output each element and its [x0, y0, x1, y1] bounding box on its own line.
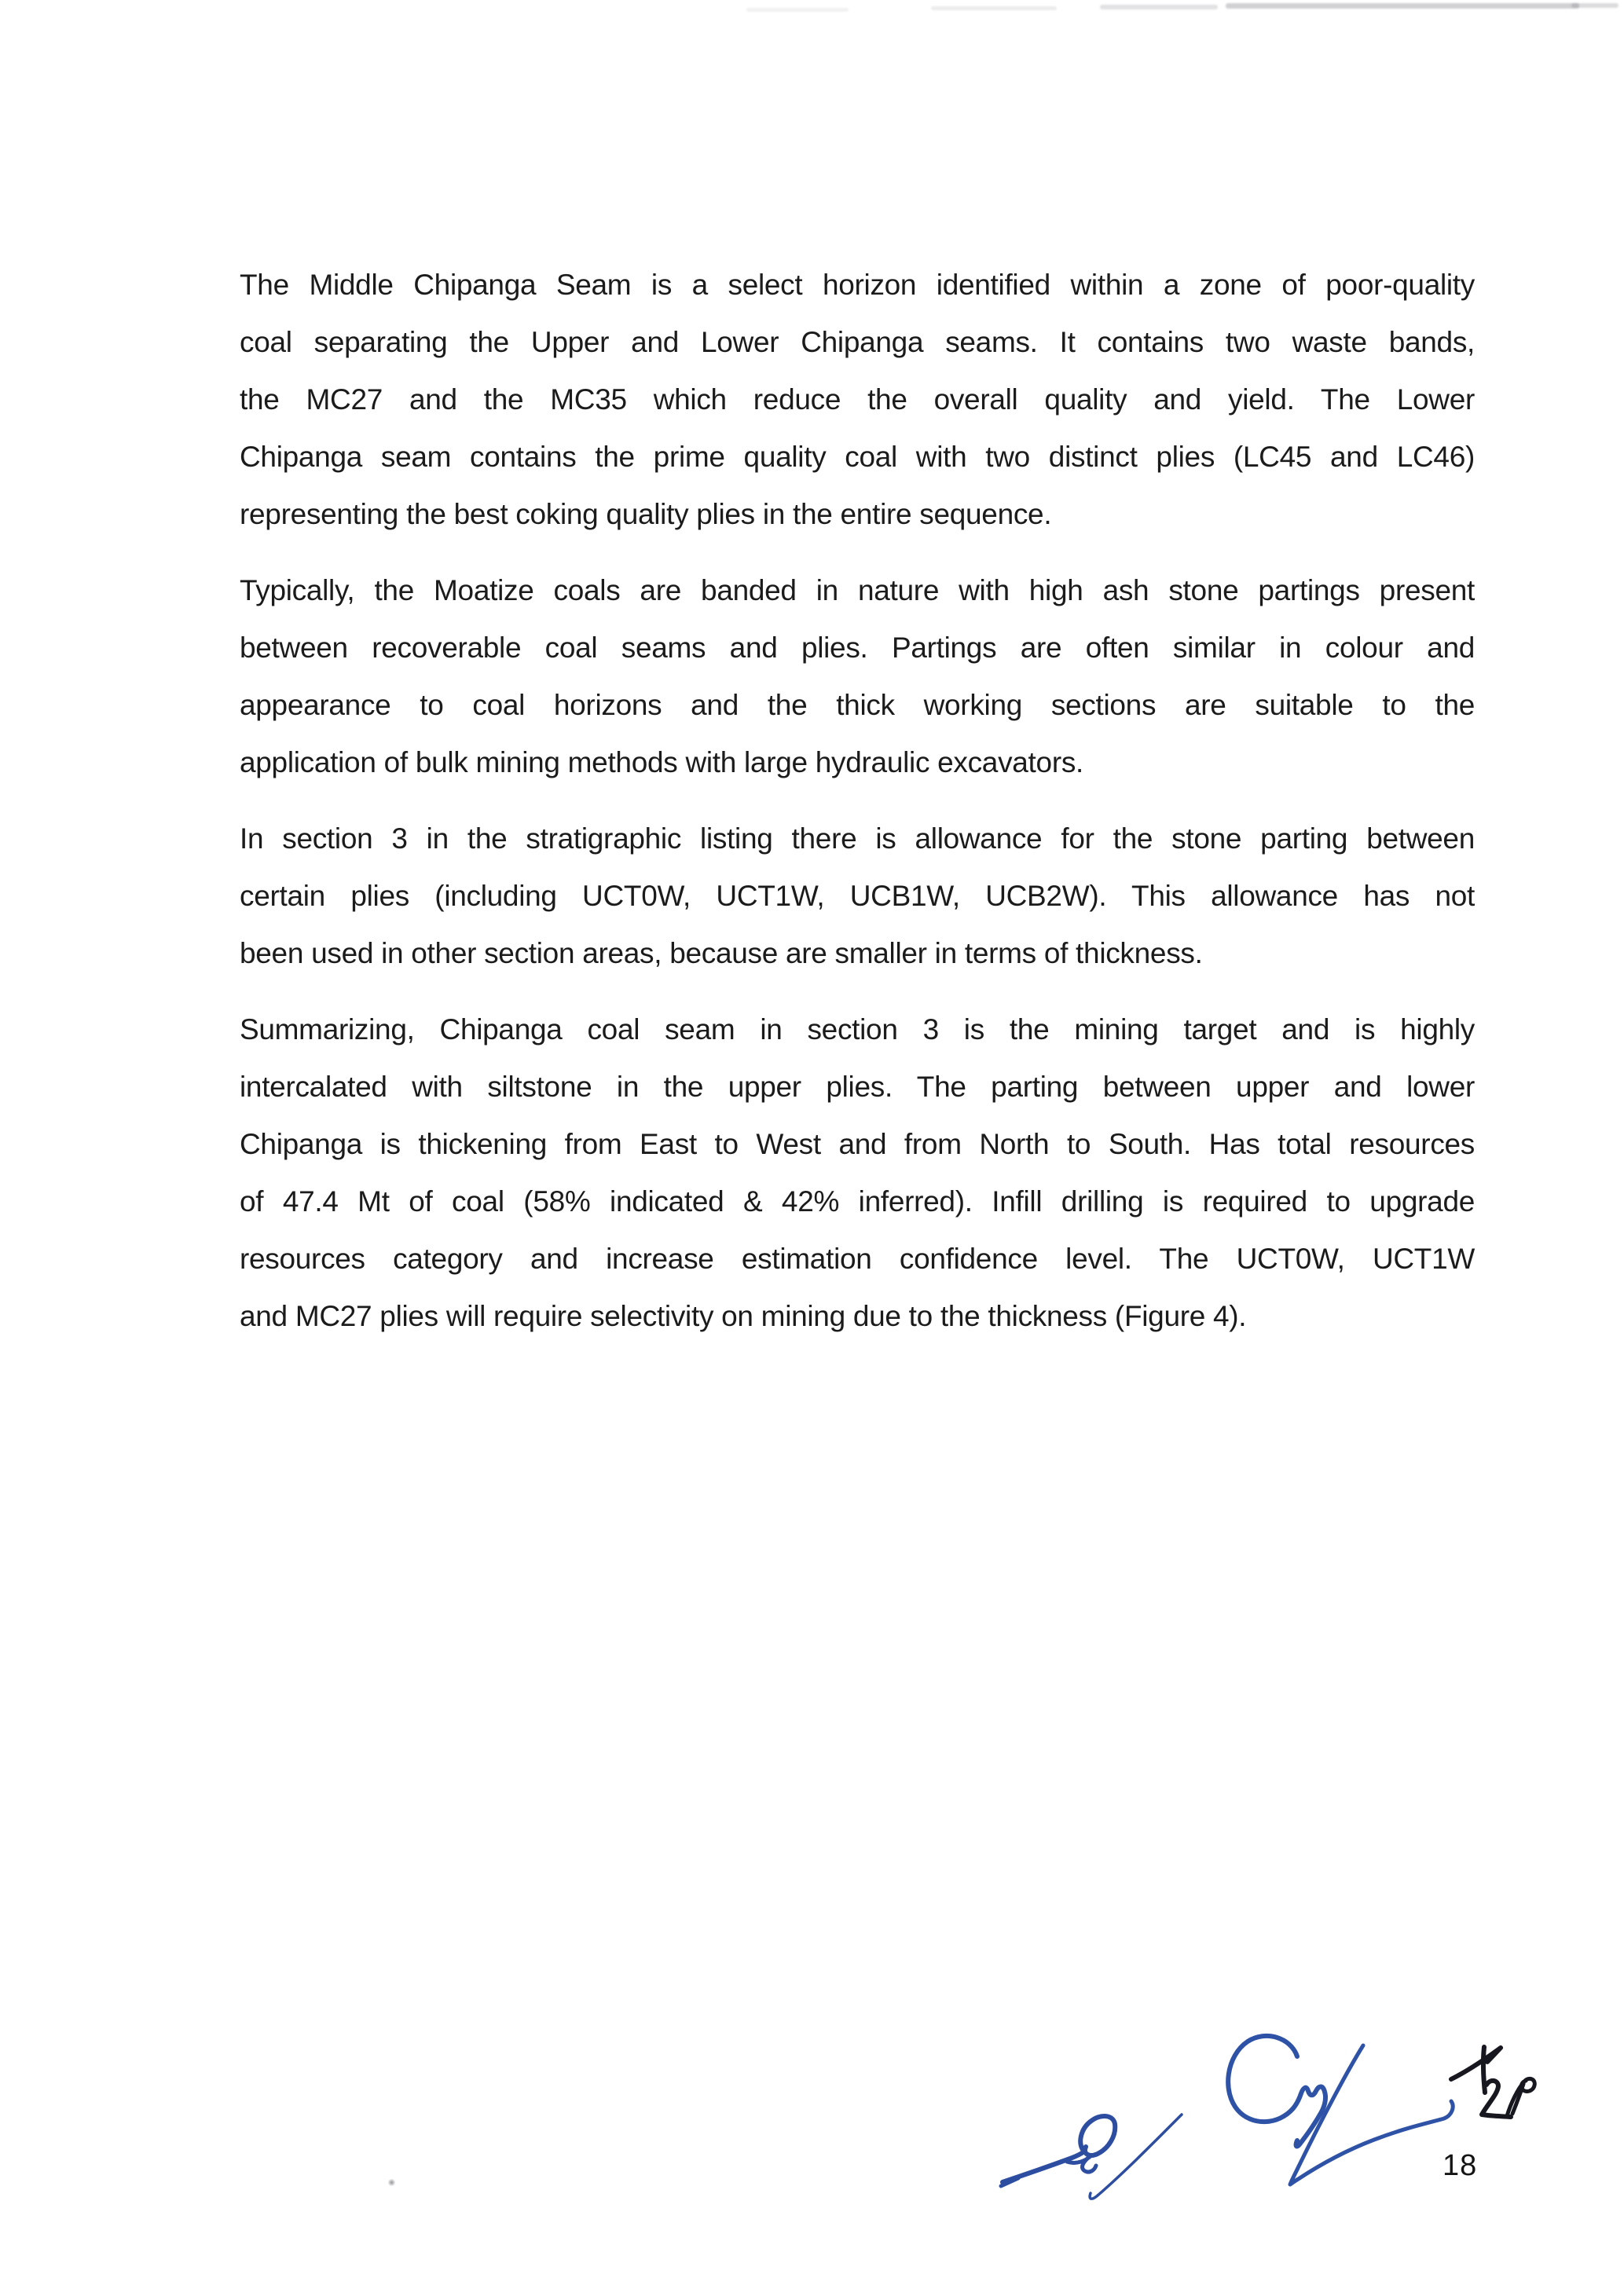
text-line: certain plies (including UCT0W, UCT1W, UCB1W, UCB2W). This allowance has not	[240, 880, 1475, 912]
text-line: In section 3 in the stratigraphic listing there is allowance for the stone parting between	[240, 822, 1475, 855]
text-block	[240, 256, 1475, 1364]
text-line: Chipanga seam contains the prime quality coal with two distinct plies (LC45 and LC46)	[240, 441, 1475, 473]
text-line: Summarizing, Chipanga coal seam in section 3 is the mining target and is highly	[240, 1013, 1475, 1045]
text-line: resources category and increase estimation confidence level. The UCT0W, UCT1W	[240, 1243, 1475, 1275]
text-line: Typically, the Moatize coals are banded in nature with high ash stone partings present	[240, 574, 1475, 606]
text-line: the MC27 and the MC35 which reduce the overall quality and yield. The Lower	[240, 383, 1475, 416]
scan-artifact-top-band	[0, 0, 1624, 16]
scan-artifact-segment	[1100, 5, 1218, 9]
text-line: between recoverable coal seams and plies. Partings are often similar in colour and	[240, 632, 1475, 664]
text-line: application of bulk mining methods with large hydraulic excavators.	[240, 746, 1084, 778]
scan-artifact-segment	[746, 8, 849, 12]
scan-artifact-segment	[1571, 3, 1619, 8]
text-line: been used in other section areas, because are smaller in terms of thickness.	[240, 937, 1203, 969]
text-line: and MC27 plies will require selectivity on mining due to the thickness (Figure 4).	[240, 1300, 1247, 1332]
text-line: The Middle Chipanga Seam is a select horizon identified within a zone of poor-quality	[240, 269, 1475, 301]
paragraph-2	[240, 562, 1475, 791]
text-line: of 47.4 Mt of coal (58% indicated & 42% inferred). Infill drilling is required to upgrade	[240, 1185, 1475, 1218]
text-line: coal separating the Upper and Lower Chipanga seams. It contains two waste bands,	[240, 326, 1475, 358]
text-line: appearance to coal horizons and the thick working sections are suitable to the	[240, 689, 1475, 721]
text-line: representing the best coking quality plies in the entire sequence.	[240, 498, 1052, 530]
text-line: Chipanga is thickening from East to West and from North to South. Has total resources	[240, 1128, 1475, 1160]
paragraph-1	[240, 256, 1475, 543]
signature-left-blue	[998, 2105, 1202, 2215]
text-line: intercalated with siltstone in the upper plies. The parting between upper and lower	[240, 1071, 1475, 1103]
scan-artifact-segment	[1226, 3, 1579, 9]
paragraph-3	[240, 810, 1475, 982]
scan-artifact-speck	[388, 2179, 395, 2186]
signature-right-dark	[1448, 2037, 1550, 2127]
page-number: 18	[1443, 2149, 1478, 2182]
scan-artifact-segment	[931, 6, 1057, 10]
paragraph-4	[240, 1001, 1475, 1345]
